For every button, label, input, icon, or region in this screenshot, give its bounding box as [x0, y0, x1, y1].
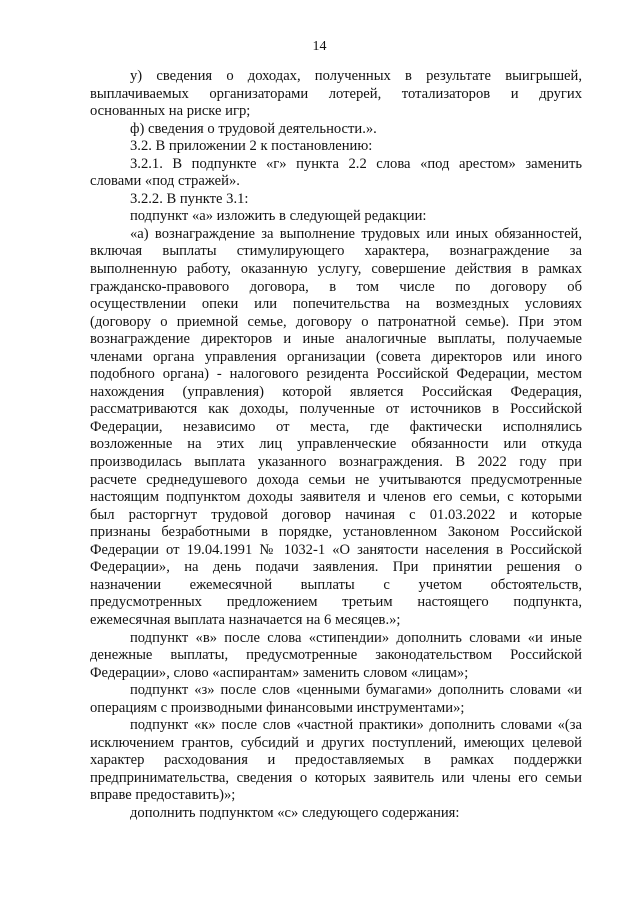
document-body — [90, 68, 582, 823]
text-line: ежемесячная выплата назначается на 6 месяцев.»; — [90, 611, 401, 628]
text-line: членами органа управления организации (совета директоров или иного — [90, 348, 582, 365]
text-line: гражданско-правового договора, в том числе по договору об — [90, 278, 582, 295]
text-line: настоящим подпунктом доходы заявителя и членов его семьи, с которыми — [90, 489, 582, 506]
text-line: подобного органа) - налогового резидента Российской Федерации, местом — [90, 366, 582, 383]
text-line: признаны безработными в порядке, установленном Законом Российской — [90, 524, 582, 541]
text-line: (договору о приемной семье, договору о патронатной семье). При этом — [90, 313, 582, 330]
text-line: рассматриваются как доходы, полученные от источников в Российской — [90, 401, 582, 418]
text-line: исключением грантов, субсидий и других поступлений, имеющих целевой — [90, 734, 582, 751]
text-line: предусмотренных предложением третьим настоящего подпункта, — [90, 594, 582, 611]
page-number: 14 — [312, 39, 327, 54]
text-line: вправе предоставить)»; — [90, 787, 236, 804]
text-line: Федерации», на день подачи заявления. При принятии решения о — [90, 559, 582, 576]
text-line: 3.2. В приложении 2 к постановлению: — [130, 138, 373, 155]
text-line: осуществлении опеки или попечительства на возмездных условиях — [90, 296, 582, 313]
text-line: нахождения (управления) которой является Российская Федерация, — [90, 383, 582, 400]
text-line: был расторгнут трудовой договор начиная с 01.03.2022 и которые — [90, 506, 582, 523]
text-line: подпункт «в» после слова «стипендии» дополнить словами «и иные — [130, 629, 582, 646]
text-line: основанных на риске игр; — [90, 103, 251, 120]
text-line: включая выплаты стимулирующего характера, вознаграждение за — [90, 243, 582, 260]
text-line: выплачиваемых организаторами лотерей, тотализаторов и других — [90, 85, 582, 102]
text-line: денежные выплаты, предусмотренные законодательством Российской — [90, 647, 582, 664]
text-line: 3.2.1. В подпункте «г» пункта 2.2 слова «под арестом» заменить — [130, 155, 582, 172]
text-line: у) сведения о доходах, полученных в результате выигрышей, — [130, 68, 582, 84]
text-line: Федерации», слово «аспирантам» заменить словом «лицам»; — [90, 664, 469, 681]
text-line: возложенные на этих лиц управленческие обязанности или откуда — [90, 436, 582, 453]
text-line: Федерации, независимо от места, где фактически исполнялись — [90, 418, 582, 435]
text-line: 3.2.2. В пункте 3.1: — [130, 190, 249, 207]
text-line: операциям с производными финансовыми инструментами»; — [90, 699, 465, 716]
text-line: подпункт «к» после слов «частной практики» дополнить словами «(за — [130, 717, 582, 734]
text-line: подпункт «а» изложить в следующей редакции: — [130, 208, 427, 225]
text-line: выполненную работу, оказанную услугу, совершение действия в рамках — [90, 261, 582, 278]
text-line: вознаграждение директоров и иные аналогичные выплаты, получаемые — [90, 331, 582, 348]
text-line: характер расходования и предоставляемых в рамках поддержки — [90, 752, 582, 769]
text-line: производилась выплата указанного вознаграждения. В 2022 году при — [90, 454, 582, 471]
text-line: ф) сведения о трудовой деятельности.». — [130, 120, 377, 137]
text-line: дополнить подпунктом «с» следующего содержания: — [130, 804, 460, 821]
text-line: предпринимательства, сведения о которых заявитель или члены его семьи — [90, 769, 582, 786]
text-line: назначении ежемесячной выплаты с учетом обстоятельств, — [90, 576, 582, 593]
text-line: Федерации от 19.04.1991 № 1032-1 «О занятости населения в Российской — [90, 541, 582, 558]
text-line: подпункт «з» после слов «ценными бумагами» дополнить словами «и — [130, 682, 582, 699]
text-line: словами «под стражей». — [90, 173, 240, 190]
text-line: «а) вознаграждение за выполнение трудовых или иных обязанностей, — [130, 225, 582, 242]
text-line: расчете среднедушевого дохода семьи не учитываются предусмотренные — [90, 471, 582, 488]
